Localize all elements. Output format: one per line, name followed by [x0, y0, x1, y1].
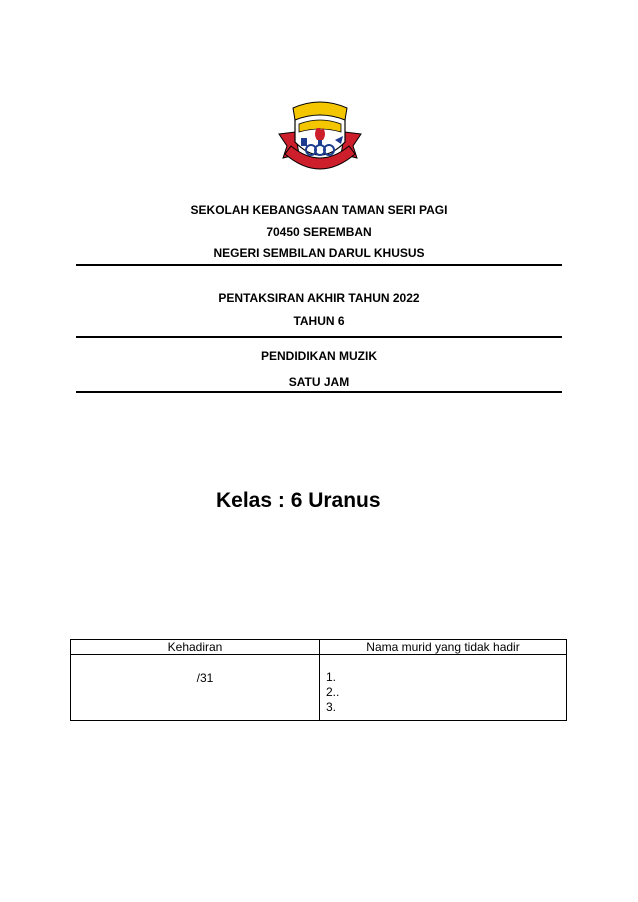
school-crest-logo	[277, 98, 363, 176]
attendance-header: Kehadiran	[71, 640, 320, 655]
divider-2	[76, 336, 562, 338]
school-postcode-city: 70450 SEREMBAN	[266, 225, 372, 239]
list-item: 2..	[326, 685, 340, 699]
absent-list	[320, 655, 566, 715]
subject-duration: SATU JAM	[288, 375, 350, 389]
school-state: NEGERI SEMBILAN DARUL KHUSUS	[213, 246, 425, 260]
absent-names-cell	[320, 655, 567, 721]
exam-year: TAHUN 6	[293, 314, 345, 328]
exam-title: PENTAKSIRAN AKHIR TAHUN 2022	[218, 291, 420, 305]
absent-names-header: Nama murid yang tidak hadir	[320, 640, 567, 655]
attendance-total: /31	[196, 671, 214, 685]
list-item: 3.	[326, 700, 337, 714]
class-label: Kelas : 6 Uranus	[216, 489, 381, 512]
school-name: SEKOLAH KEBANGSAAN TAMAN SERI PAGI	[190, 203, 448, 217]
attendance-table	[70, 639, 567, 721]
list-item: 1.	[326, 670, 337, 684]
divider-3	[76, 391, 562, 393]
subject-name: PENDIDIKAN MUZIK	[261, 349, 377, 363]
divider-1	[76, 264, 562, 266]
table-row	[71, 655, 567, 721]
attendance-cell	[71, 655, 320, 721]
table-header-row	[71, 640, 567, 655]
